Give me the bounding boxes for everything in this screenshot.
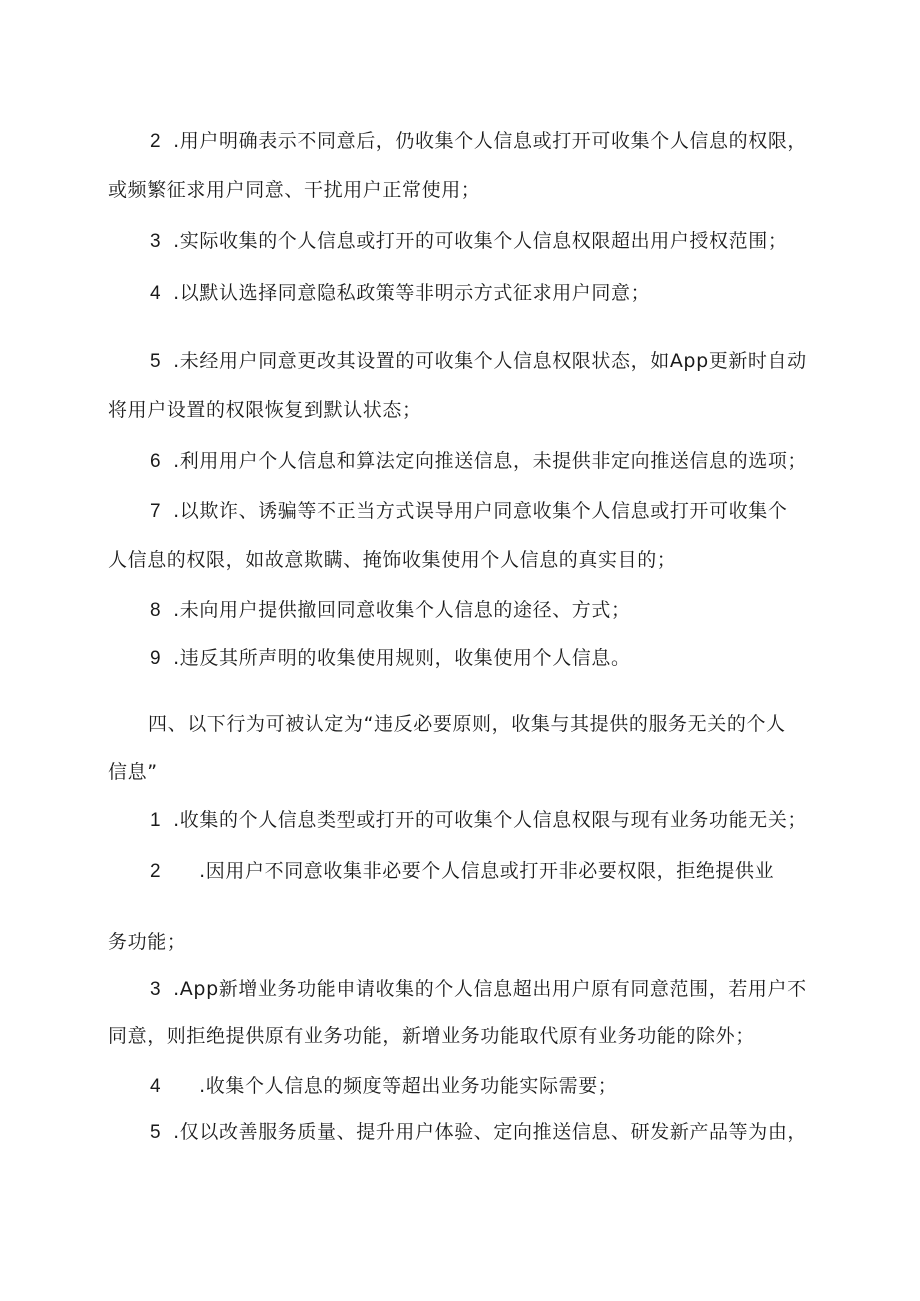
item-number: 2 <box>150 861 162 882</box>
list-item-3 <box>150 228 787 255</box>
item-text: .以默认选择同意隐私政策等非明示方式征求用户同意； <box>173 282 651 304</box>
list-item-4 <box>150 280 650 307</box>
item-text: .实际收集的个人信息或打开的可收集个人信息权限超出用户授权范围； <box>173 230 788 252</box>
item-number: 5 <box>150 1122 162 1143</box>
item-text-cont: 同意，则拒绝提供原有业务功能，新增业务功能取代原有业务功能的除外； <box>108 1025 755 1047</box>
list-item-5-cont <box>108 397 422 423</box>
item-text: .以欺诈、诱骗等不正当方式误导用户同意收集个人信息或打开可收集个 <box>173 500 788 522</box>
section4-item-3-cont <box>108 1023 755 1049</box>
item-number: 7 <box>150 501 162 522</box>
list-item-2-cont <box>108 177 480 203</box>
item-number: 5 <box>150 351 162 372</box>
list-item-8 <box>150 597 631 624</box>
section4-item-1 <box>150 807 807 834</box>
list-item-7 <box>150 498 787 525</box>
item-number: 8 <box>150 600 162 621</box>
section4-item-2-cont <box>108 929 186 955</box>
section4-item-5 <box>150 1119 807 1146</box>
item-text: .用户明确表示不同意后，仍收集个人信息或打开可收集个人信息的权限， <box>173 130 808 152</box>
list-item-7-cont <box>108 547 676 573</box>
item-text: .收集个人信息的频度等超出业务功能实际需要； <box>199 1075 618 1097</box>
item-number: 9 <box>150 648 162 669</box>
section-heading <box>148 711 786 737</box>
list-item-5 <box>150 348 807 375</box>
item-text: .仅以改善服务质量、提升用户体验、定向推送信息、研发新产品等为由， <box>173 1121 808 1143</box>
list-item-6 <box>150 448 807 475</box>
section4-item-3 <box>150 976 807 1003</box>
item-number: 6 <box>150 451 162 472</box>
item-text-cont: 务功能； <box>108 931 187 953</box>
item-text-cont: 将用户设置的权限恢复到默认状态； <box>108 399 422 421</box>
item-number: 4 <box>150 1076 162 1097</box>
section-heading-text-cont: 信息” <box>108 761 158 783</box>
item-text: .收集的个人信息类型或打开的可收集个人信息权限与现有业务功能无关； <box>173 809 808 831</box>
item-text: .App新增业务功能申请收集的个人信息超出用户原有同意范围，若用户不 <box>173 978 807 1000</box>
item-number: 3 <box>150 231 162 252</box>
item-text: .未向用户提供撤回同意收集个人信息的途径、方式； <box>173 599 631 621</box>
section-heading-text: 四、以下行为可被认定为“违反必要原则，收集与其提供的服务无关的个人 <box>148 713 786 735</box>
item-text: .违反其所声明的收集使用规则，收集使用个人信息。 <box>173 647 631 669</box>
section4-item-4 <box>150 1073 617 1100</box>
section-heading-cont <box>108 759 158 785</box>
item-number: 1 <box>150 810 162 831</box>
item-text: .因用户不同意收集非必要个人信息或打开非必要权限，拒绝提供业 <box>199 860 775 882</box>
item-text: .利用用户个人信息和算法定向推送信息，未提供非定向推送信息的选项； <box>173 450 808 472</box>
item-text-cont: 人信息的权限，如故意欺瞒、掩饰收集使用个人信息的真实目的； <box>108 549 677 571</box>
item-number: 4 <box>150 283 162 304</box>
section4-item-2 <box>150 858 774 885</box>
item-text: .未经用户同意更改其设置的可收集个人信息权限状态，如App更新时自动 <box>173 350 807 372</box>
list-item-9 <box>150 645 631 672</box>
list-item-2 <box>150 128 807 155</box>
item-text-cont: 或频繁征求用户同意、干扰用户正常使用； <box>108 179 481 201</box>
item-number: 2 <box>150 131 162 152</box>
item-number: 3 <box>150 979 162 1000</box>
